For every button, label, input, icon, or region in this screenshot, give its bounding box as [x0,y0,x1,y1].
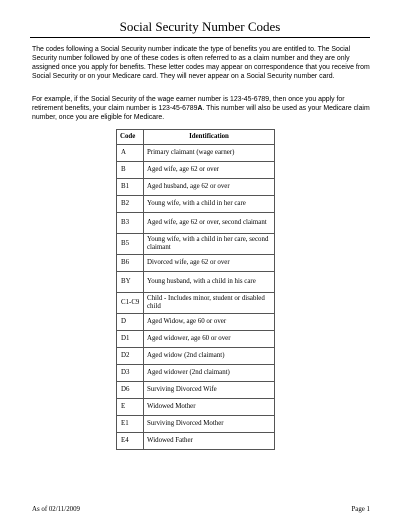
identification-cell: Aged widower, age 60 or over [144,331,275,348]
table-row [117,255,275,272]
footer-date: As of 02/11/2009 [32,506,80,513]
code-cell: E [117,399,144,416]
codes-table-body [117,145,275,450]
identification-cell: Surviving Divorced Wife [144,382,275,399]
footer-page-number: Page 1 [351,506,370,513]
identification-cell: Surviving Divorced Mother [144,416,275,433]
table-row [117,145,275,162]
title-rule [30,37,370,38]
example-bold-code: A [197,105,203,112]
header-code: Code [117,130,144,145]
table-row [117,179,275,196]
code-cell: B5 [117,234,144,255]
identification-cell: Widowed Father [144,433,275,450]
identification-cell: Child - Includes minor, student or disabled child [144,293,275,314]
code-cell: D6 [117,382,144,399]
table-row [117,382,275,399]
code-cell: BY [117,272,144,293]
header-identification: Identification [144,130,275,145]
table-row [117,331,275,348]
identification-cell: Aged widower (2nd claimant) [144,365,275,382]
example-text-after: . This number will also be used as your Medicare claim number, once you are eligible for Medicare. [32,105,370,121]
code-cell: D3 [117,365,144,382]
identification-cell: Primary claimant (wage earner) [144,145,275,162]
code-cell: B6 [117,255,144,272]
code-cell: A [117,145,144,162]
table-row [117,196,275,213]
table-row [117,293,275,314]
code-cell: B3 [117,213,144,234]
example-paragraph [32,95,372,122]
example-text-before: For example, if the Social Security of the wage earner number is 123-45-6789, then once you apply for retirement benefits, your claim number is 123-45-6789 [32,96,345,112]
intro-paragraph: The codes following a Social Security number indicate the type of benefits you are entitled to. The Social Security number followed by one of these codes is often referred to as a claim number and they are only assigned once you apply for benefits. These letter codes may appear on correspondence that you receive from Social Security or on your Medicare card. They will never appear on a Social Security number card. [32,46,370,80]
table-row [117,213,275,234]
code-cell: D2 [117,348,144,365]
table-row [117,416,275,433]
code-cell: E4 [117,433,144,450]
code-cell: D1 [117,331,144,348]
page-title: Social Security Number Codes [119,19,281,34]
code-cell: E1 [117,416,144,433]
identification-cell: Aged wife, age 62 or over, second claimant [144,213,275,234]
table-row [117,433,275,450]
identification-cell: Divorced wife, age 62 or over [144,255,275,272]
code-cell: B2 [117,196,144,213]
identification-cell: Young wife, with a child in her care, second claimant [144,234,275,255]
codes-table [116,129,275,450]
identification-cell: Aged widow (2nd claimant) [144,348,275,365]
table-row [117,365,275,382]
table-header-row [117,130,275,145]
table-row [117,348,275,365]
identification-cell: Widowed Mother [144,399,275,416]
code-cell: C1-C9 [117,293,144,314]
table-row [117,234,275,255]
identification-cell: Aged Widow, age 60 or over [144,314,275,331]
code-cell: D [117,314,144,331]
identification-cell: Aged husband, age 62 or over [144,179,275,196]
table-row [117,399,275,416]
identification-cell: Young wife, with a child in her care [144,196,275,213]
table-row [117,162,275,179]
table-row [117,314,275,331]
code-cell: B [117,162,144,179]
identification-cell: Aged wife, age 62 or over [144,162,275,179]
table-row [117,272,275,293]
code-cell: B1 [117,179,144,196]
identification-cell: Young husband, with a child in his care [144,272,275,293]
